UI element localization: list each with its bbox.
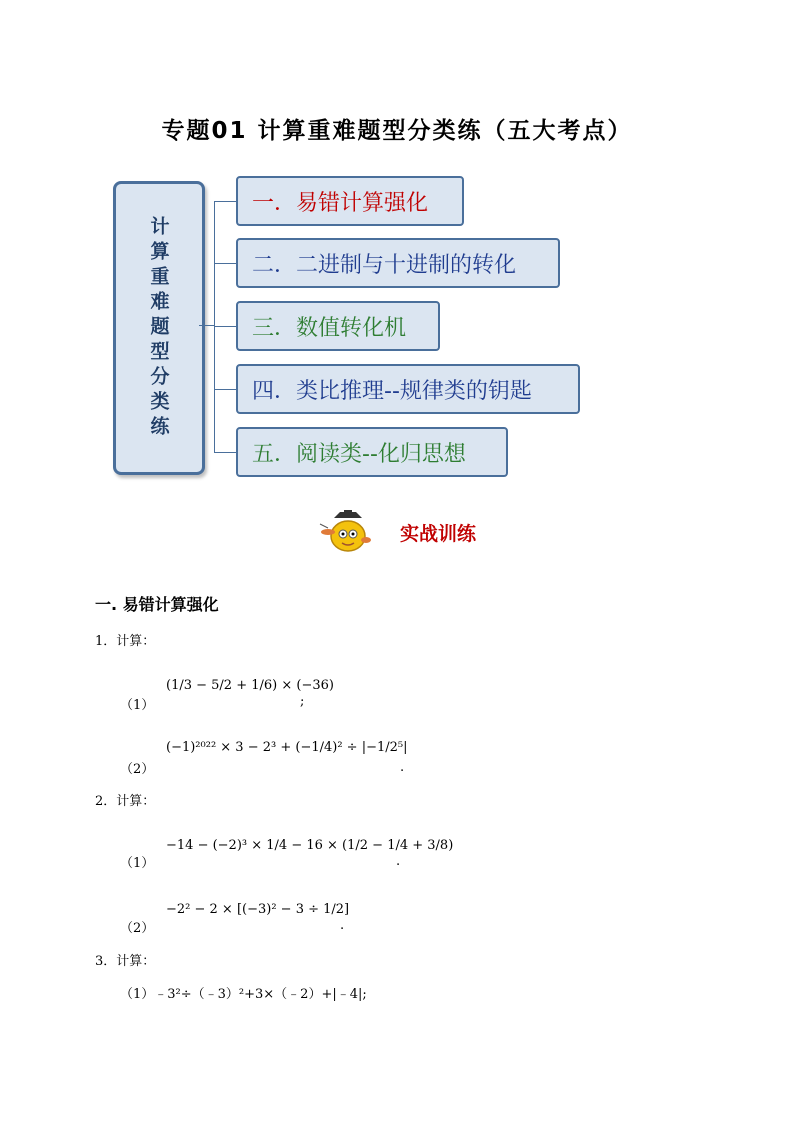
practice-banner (318, 510, 476, 554)
connector-2 (214, 263, 236, 264)
section-heading: 一. 易错计算强化 (95, 595, 219, 614)
branch-1-label: 一．易错计算强化 (252, 190, 429, 216)
connector-5 (214, 452, 236, 453)
q1-p2-end: . (400, 760, 405, 775)
q2-p2-num: （2） (120, 921, 155, 936)
q2-p2-expr (166, 902, 349, 917)
branch-2 (236, 238, 560, 288)
q1-p1-expr-text: (1/3 − 5/2 + 1/6) × (−36) (166, 678, 334, 693)
q2-p1-num: （1） (120, 856, 155, 871)
branch-2-label: 二．二进制与十进制的转化 (252, 252, 517, 278)
connector-3 (214, 326, 236, 327)
branch-4-label: 四．类比推理--规律类的钥匙 (252, 378, 532, 404)
connector-1 (214, 201, 236, 202)
q1-p1-end: ; (300, 694, 305, 709)
q1-p2-num: （2） (120, 762, 155, 777)
branch-5 (236, 427, 508, 477)
q1-p1-num: （1） (120, 698, 155, 713)
banner-label: 实战训练 (400, 522, 477, 545)
q1-p1-expr (166, 678, 334, 693)
q1-label: 1．计算： (95, 634, 156, 649)
q2-label: 2．计算： (95, 794, 156, 809)
mascot-icon (318, 510, 376, 554)
q2-p2-expr-text: −2² − 2 × [(−3)² − 3 ÷ 1/2] (166, 902, 350, 917)
branch-4 (236, 364, 580, 414)
q2-p1-expr-text: −14 − (−2)³ × 1/4 − 16 × (1/2 − 1/4 + 3/8) (166, 838, 454, 853)
branch-3 (236, 301, 440, 351)
mindmap-root (113, 181, 205, 475)
q2-p2-end: . (340, 918, 345, 933)
page-title: 专题01 计算重难题型分类练（五大考点） (161, 118, 633, 144)
q3-label: 3．计算： (95, 954, 156, 969)
q3-p1: （1）﹣3²÷（﹣3）²+3×（﹣2）+|﹣4|; (120, 987, 367, 1002)
q1-p2-expr-text: (−1)²⁰²² × 3 − 2³ + (−1/4)² ÷ |−1/2⁵| (166, 740, 408, 755)
branch-5-label: 五．阅读类--化归思想 (252, 441, 466, 467)
branch-1 (236, 176, 464, 226)
connector-trunk (214, 201, 215, 453)
mindmap-root-label: 计算重难题型分类练 (147, 215, 170, 441)
connector-root (199, 325, 214, 326)
q1-p2-expr (166, 740, 408, 755)
q2-p1-end: . (396, 854, 401, 869)
q2-p1-expr (166, 838, 453, 853)
branch-3-label: 三．数值转化机 (252, 315, 407, 341)
connector-4 (214, 389, 236, 390)
